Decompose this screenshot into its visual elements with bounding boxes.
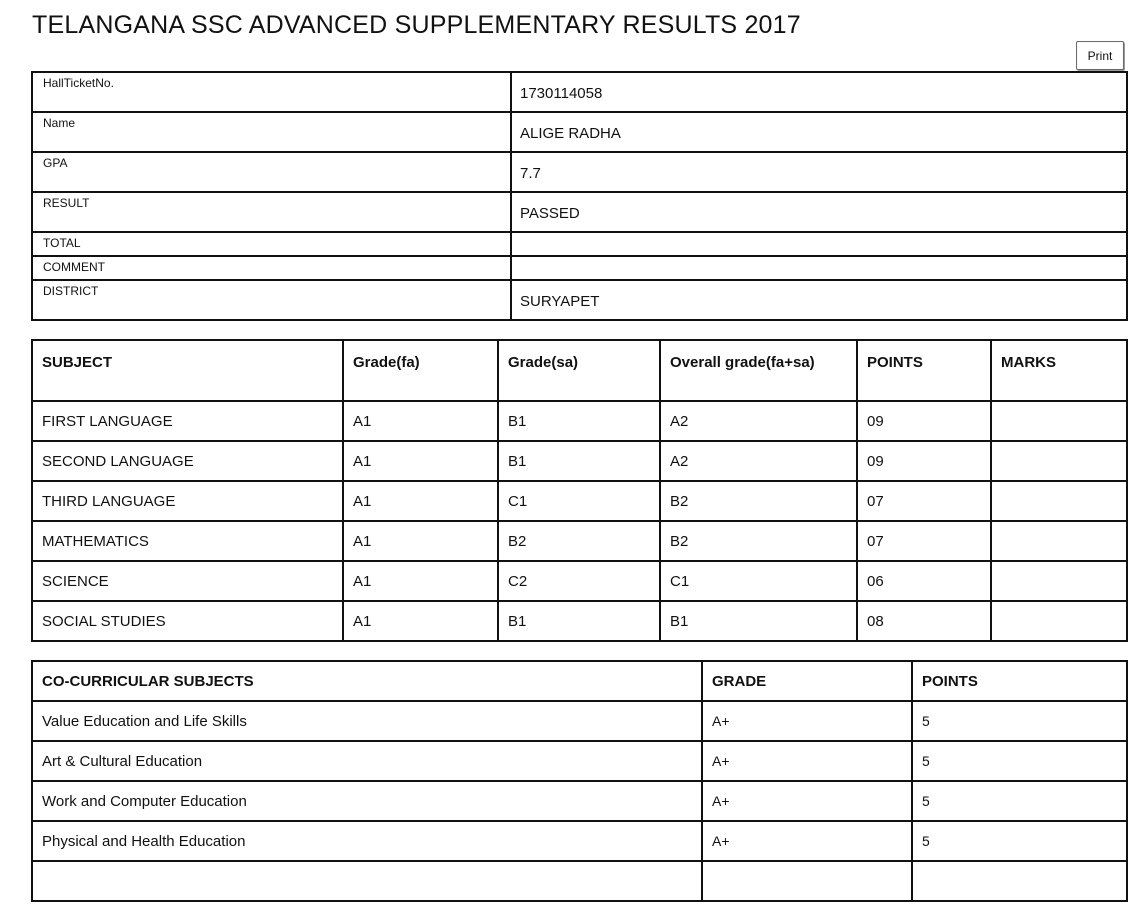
subject-cell: SOCIAL STUDIES	[32, 601, 343, 641]
overall-grade-cell: B2	[660, 521, 857, 561]
subject-cell: FIRST LANGUAGE	[32, 401, 343, 441]
grade-cell: A+	[702, 821, 912, 861]
overall-grade-cell: B1	[660, 601, 857, 641]
points-cell	[912, 861, 1127, 901]
subject-cell: MATHEMATICS	[32, 521, 343, 561]
total-label: TOTAL	[32, 232, 511, 256]
comment-value	[511, 256, 1127, 280]
column-header-overall-grade: Overall grade(fa+sa)	[660, 340, 857, 401]
info-row-total	[32, 232, 1127, 256]
info-row-gpa	[32, 152, 1127, 192]
district-label: DISTRICT	[32, 280, 511, 320]
marks-cell	[991, 561, 1127, 601]
grade-fa-cell: A1	[343, 481, 498, 521]
name-label: Name	[32, 112, 511, 152]
marks-cell	[991, 441, 1127, 481]
student-info-table	[31, 71, 1128, 321]
result-label: RESULT	[32, 192, 511, 232]
co-curricular-subject-cell	[32, 861, 702, 901]
co-curricular-subject-cell: Physical and Health Education	[32, 821, 702, 861]
grade-sa-cell: C2	[498, 561, 660, 601]
grade-sa-cell: C1	[498, 481, 660, 521]
grade-cell: A+	[702, 781, 912, 821]
subject-cell: SCIENCE	[32, 561, 343, 601]
marks-cell	[991, 481, 1127, 521]
print-button[interactable]: Print	[1076, 41, 1124, 70]
column-header-grade-fa: Grade(fa)	[343, 340, 498, 401]
points-cell: 5	[912, 741, 1127, 781]
subject-cell: SECOND LANGUAGE	[32, 441, 343, 481]
info-row-result	[32, 192, 1127, 232]
co-curricular-subject-cell: Value Education and Life Skills	[32, 701, 702, 741]
grade-fa-cell: A1	[343, 401, 498, 441]
info-row-hallticket	[32, 72, 1127, 112]
table-row	[32, 401, 1127, 441]
subjects-table	[31, 339, 1128, 642]
grade-cell	[702, 861, 912, 901]
gpa-value: 7.7	[511, 152, 1127, 192]
table-row	[32, 521, 1127, 561]
co-curricular-subject-cell: Art & Cultural Education	[32, 741, 702, 781]
subjects-header-row	[32, 340, 1127, 401]
points-cell: 5	[912, 701, 1127, 741]
subject-cell: THIRD LANGUAGE	[32, 481, 343, 521]
grade-sa-cell: B1	[498, 441, 660, 481]
co-curricular-table	[31, 660, 1128, 902]
co-curricular-subject-cell: Work and Computer Education	[32, 781, 702, 821]
info-row-district	[32, 280, 1127, 320]
table-row	[32, 481, 1127, 521]
marks-cell	[991, 521, 1127, 561]
column-header-marks: MARKS	[991, 340, 1127, 401]
points-cell: 5	[912, 821, 1127, 861]
grade-fa-cell: A1	[343, 601, 498, 641]
co-curricular-header-row	[32, 661, 1127, 701]
district-value: SURYAPET	[511, 280, 1127, 320]
table-row	[32, 741, 1127, 781]
info-row-comment	[32, 256, 1127, 280]
column-header-co-curricular-subject: CO-CURRICULAR SUBJECTS	[32, 661, 702, 701]
points-cell: 09	[857, 441, 991, 481]
marks-cell	[991, 401, 1127, 441]
grade-sa-cell: B1	[498, 401, 660, 441]
info-row-name	[32, 112, 1127, 152]
grade-fa-cell: A1	[343, 441, 498, 481]
table-row	[32, 701, 1127, 741]
marks-cell	[991, 601, 1127, 641]
gpa-label: GPA	[32, 152, 511, 192]
grade-cell: A+	[702, 701, 912, 741]
name-value: ALIGE RADHA	[511, 112, 1127, 152]
points-cell: 07	[857, 521, 991, 561]
grade-sa-cell: B2	[498, 521, 660, 561]
overall-grade-cell: B2	[660, 481, 857, 521]
grade-fa-cell: A1	[343, 561, 498, 601]
column-header-grade: GRADE	[702, 661, 912, 701]
total-value	[511, 232, 1127, 256]
column-header-grade-sa: Grade(sa)	[498, 340, 660, 401]
grade-cell: A+	[702, 741, 912, 781]
hallticket-value: 1730114058	[511, 72, 1127, 112]
table-row	[32, 561, 1127, 601]
hallticket-label: HallTicketNo.	[32, 72, 511, 112]
overall-grade-cell: A2	[660, 441, 857, 481]
overall-grade-cell: C1	[660, 561, 857, 601]
table-row	[32, 601, 1127, 641]
table-row	[32, 821, 1127, 861]
column-header-subject: SUBJECT	[32, 340, 343, 401]
column-header-points: POINTS	[912, 661, 1127, 701]
points-cell: 5	[912, 781, 1127, 821]
grade-sa-cell: B1	[498, 601, 660, 641]
points-cell: 09	[857, 401, 991, 441]
page-title: TELANGANA SSC ADVANCED SUPPLEMENTARY RESULTS 2017	[32, 11, 801, 39]
points-cell: 07	[857, 481, 991, 521]
points-cell: 06	[857, 561, 991, 601]
overall-grade-cell: A2	[660, 401, 857, 441]
table-row	[32, 781, 1127, 821]
result-value: PASSED	[511, 192, 1127, 232]
points-cell: 08	[857, 601, 991, 641]
table-row	[32, 441, 1127, 481]
comment-label: COMMENT	[32, 256, 511, 280]
table-row	[32, 861, 1127, 901]
grade-fa-cell: A1	[343, 521, 498, 561]
column-header-points: POINTS	[857, 340, 991, 401]
